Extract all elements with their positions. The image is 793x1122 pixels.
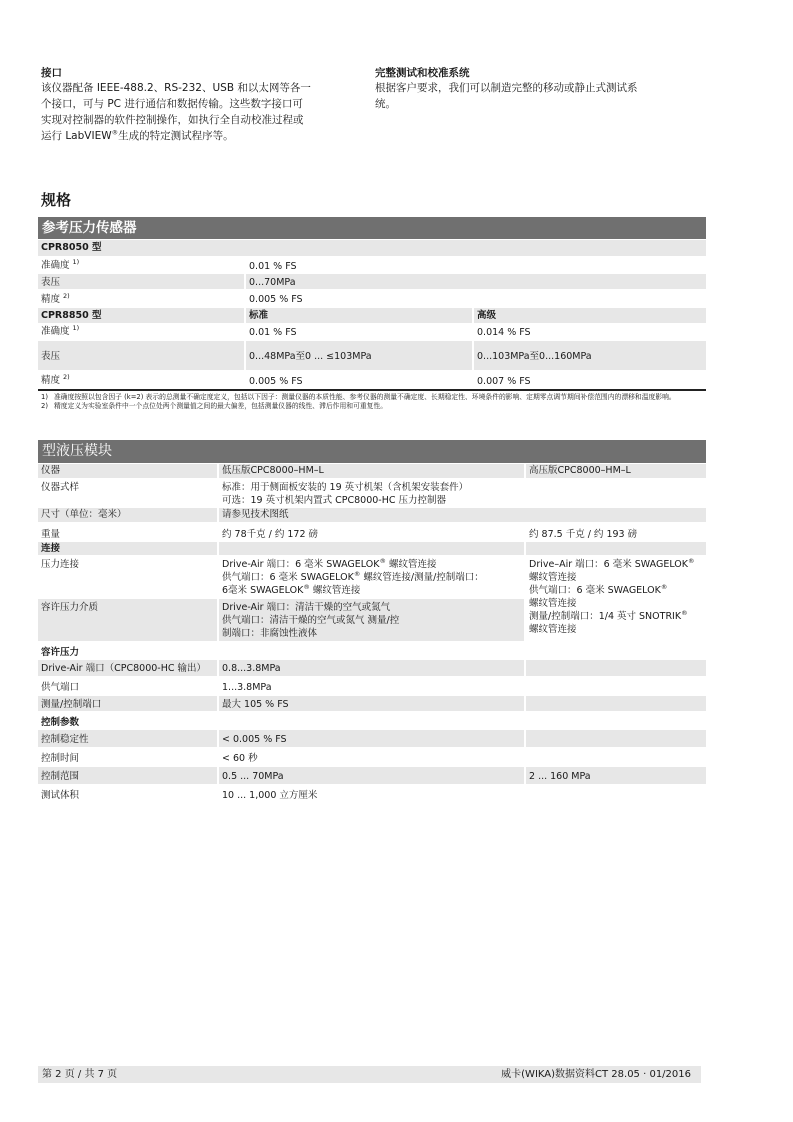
module-table — [38, 440, 706, 804]
table-row: 尺寸（单位：毫米） 请参见技术图纸 — [38, 508, 706, 523]
table-divider — [38, 389, 706, 391]
table-row: 准确度 $^{1)}$ 0.01 % FS — [38, 257, 706, 274]
footnote-1: 1) 准确度按照以包含因子 (k=2) 表示的总测量不确定度定义，包括以下因子：测量仪器的本质性能、参考仪器的测量不确定度、长期稳定性、环境条件的影响、定期零点调节期间补偿范围内的漂移和温度影响。 — [41, 393, 676, 401]
connect-title-row: 连接 — [38, 542, 706, 556]
table-row: 准确度 $^{1)}$ 0.01 % FS 0.014 % FS — [38, 324, 706, 341]
table-row: 仪器 低压版CPC8000–HM–L 高压版CPC8000–HM–L — [38, 464, 706, 479]
table-row: 测量/控制端口 最大 105 % FS — [38, 696, 706, 712]
table-row: 仪器式样 标准：用于侧面板安装的 19 英寸机架（含机架安装套件） 可选：19 英寸机架内置式 CPC8000-HC 压力控制器 — [38, 479, 706, 508]
cpr8050-title-row: CPR8050 型 — [38, 240, 706, 257]
test-system-heading: 完整测试和校准系统 — [375, 67, 470, 79]
cpr8850-title-row: CPR8850 型 标准 高级 — [38, 308, 706, 324]
document-id: 威卡(WIKA)数据资料CT 28.05 · 01/2016 — [501, 1069, 691, 1080]
footnotes — [41, 393, 701, 411]
footnote-2: 2) 精度定义为实验室条件中一个点位处两个测量值之间的最大偏差，包括测量仪器的线性、滞后作用和可重复性。 — [41, 402, 388, 410]
page-footer — [38, 1066, 701, 1083]
table-row: 重量 约 78千克 / 约 172 磅 约 87.5 千克 / 约 193 磅 — [38, 523, 706, 542]
test-system-line-2: 统。 — [375, 98, 396, 110]
interface-line-3: 实现对控制器的软件控制操作，如执行全自动校准过程或 — [41, 114, 304, 126]
test-system-line-1: 根据客户要求，我们可以制造完整的移动或静止式测试系 — [375, 82, 638, 94]
table-row: 测试体积 10 ... 1,000 立方厘米 — [38, 785, 706, 804]
table-row: 控制时间 < 60 秒 — [38, 748, 706, 767]
interface-line-2: 个接口，可与 PC 进行通信和数据传输。这些数字接口可 — [41, 98, 303, 110]
table-row: 压力连接 Drive-Air 端口：6 毫米 SWAGELOK® 螺纹管连接 供气端口：6 毫米 SWAGELOK® 螺纹管连接/测量/控制端口： 6毫米 SWAGELOK® 螺纹管连接 Drive–Air 端口：6 毫米 SWAGELOK® 螺纹管连接 供气端口：6 毫米 SWAGELOK® 螺纹管连接 测量/控制端口：1/4 英寸 SNOTRIK® 螺纹管连接 — [38, 556, 706, 599]
table-row: 控制稳定性 < 0.005 % FS — [38, 730, 706, 748]
page-number: 第 2 页 / 共 7 页 — [42, 1069, 118, 1080]
table-row: 表压 0...70MPa — [38, 274, 706, 290]
interface-line-1: 该仪器配备 IEEE-488.2、RS-232、USB 和以太网等各一 — [41, 82, 311, 94]
interface-heading: 接口 — [41, 67, 62, 79]
control-title-row: 控制参数 — [38, 712, 706, 730]
table-row: 供气端口 1...3.8MPa — [38, 677, 706, 696]
intro-test-system — [375, 67, 695, 112]
table-row: 精度 $^{2)}$ 0.005 % FS — [38, 290, 706, 308]
table-row: 精度 $^{2)}$ 0.005 % FS 0.007 % FS — [38, 371, 706, 389]
ref-sensor-header: 参考压力传感器 — [38, 217, 706, 240]
allowed-title-row: 容许压力 — [38, 642, 706, 660]
table-row: 控制范围 0.5 ... 70MPa 2 ... 160 MPa — [38, 767, 706, 785]
interface-line-4: 运行 LabVIEW®生成的特定测试程序等。 — [41, 128, 234, 142]
table-row: 容许压力介质 Drive-Air 端口：清洁干燥的空气或氮气 供气端口：清洁干燥的空气或氮气 测量/控 制端口：非腐蚀性液体 — [38, 599, 706, 642]
intro-interface — [41, 67, 351, 144]
table-row: 表压 0...48MPa至0 ... ≤103MPa 0...103MPa至0...160MPa — [38, 341, 706, 371]
module-header: 型液压模块 — [38, 440, 706, 464]
spec-title: 规格 — [41, 191, 72, 209]
table-row: Drive-Air 端口（CPC8000-HC 输出） 0.8...3.8MPa — [38, 660, 706, 677]
ref-sensor-table — [38, 217, 706, 389]
